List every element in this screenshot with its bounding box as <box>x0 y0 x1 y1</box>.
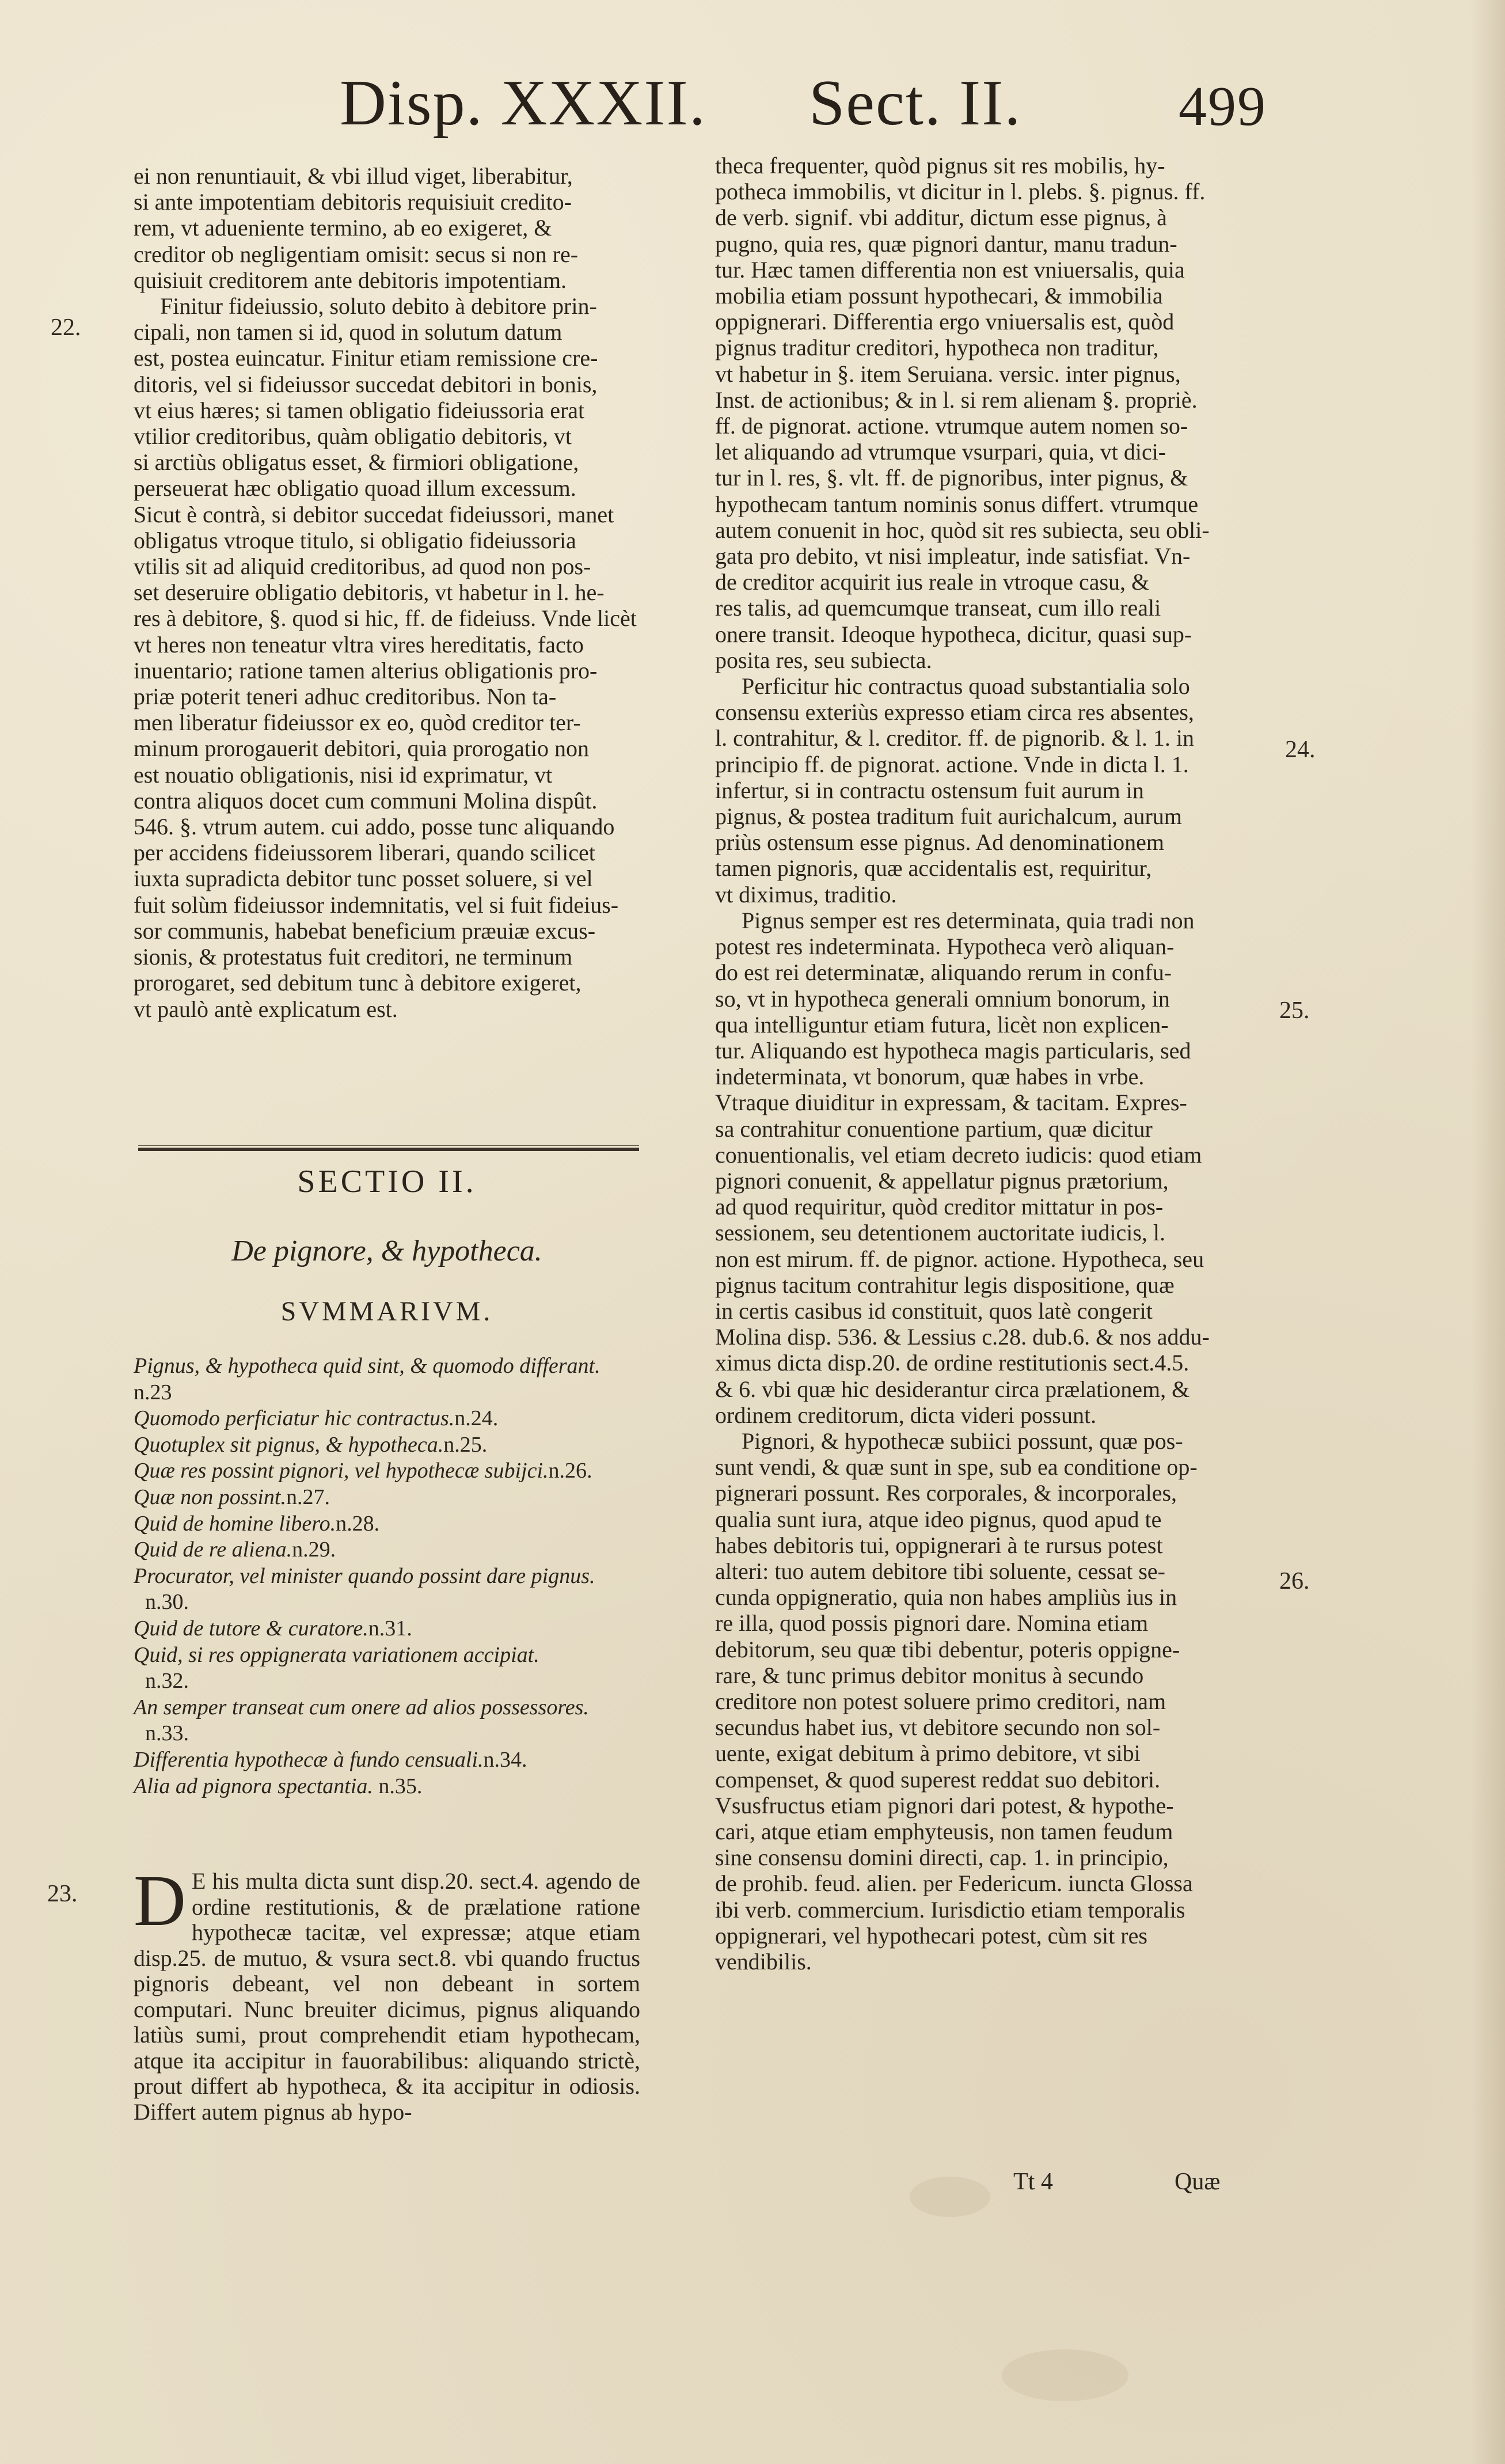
text-line: ibi verb. commercium. Iurisdictio etiam temporalis <box>715 1896 1185 1923</box>
text-line: iuxta supradicta debitor tunc posset soluere, si vel <box>134 865 593 892</box>
text-line: theca frequenter, quòd pignus sit res mobilis, hy- <box>715 153 1165 179</box>
text-line: Pignori, & hypothecæ subiici possunt, quæ pos- <box>742 1427 1183 1454</box>
text-line: de creditor acquirit ius reale in vtroque casu, & <box>715 569 1150 595</box>
summary-item: Quid de tutore & curatore.n.31. <box>134 1616 412 1641</box>
drop-cap: D <box>134 1861 186 1941</box>
text-line: Vtraque diuiditur in expressam, & tacitam. Expres- <box>715 1089 1187 1116</box>
text-line: inuentario; ratione tamen alterius obligationis pro- <box>134 657 598 684</box>
summary-item: n.32. <box>145 1669 189 1694</box>
text-line: ei non renuntiauit, & vbi illud viget, liberabitur, <box>134 163 573 189</box>
right-column <box>715 153 1239 1975</box>
text-line: ff. de pignorat. actione. vtrumque autem nomen so- <box>715 413 1188 439</box>
summary-item: n.33. <box>145 1721 189 1746</box>
text-line: Inst. de actionibus; & in l. si rem alienam §. propriè. <box>715 386 1198 413</box>
text-line: sessionem, seu detentionem auctoritate iudicis, l. <box>715 1220 1166 1246</box>
text-line: set deseruire obligatio debitoris, vt habetur in l. he- <box>134 579 605 606</box>
text-line: qualia sunt iura, atque ideo pignus, quod apud te <box>715 1506 1162 1532</box>
text-line: indeterminata, vt bonorum, quæ habes in vrbe. <box>715 1064 1145 1090</box>
text-line: l. contrahitur, & l. creditor. ff. de pignorib. & l. 1. in <box>715 725 1194 751</box>
text-line: Vsusfructus etiam pignori dari potest, & hypothe- <box>715 1792 1174 1818</box>
text-line: infertur, si in contractu ostensum fuit aurum in <box>715 777 1144 803</box>
paper-stain <box>1002 2349 1128 2401</box>
text-line: & 6. vbi quæ hic desiderantur circa prælationem, & <box>715 1376 1190 1402</box>
text-line: quisiuit creditorem ante debitoris impotentiam. <box>134 267 567 293</box>
text-line: Perficitur hic contractus quoad substantialia solo <box>742 673 1190 700</box>
text-line: tur. Aliquando est hypotheca magis particularis, sed <box>715 1037 1191 1064</box>
text-line: debitorum, seu quæ tibi debentur, poteris oppigne- <box>715 1636 1180 1662</box>
text-line: rare, & tunc primus debitor monitus à secundo <box>715 1662 1144 1688</box>
section-divider-rule <box>138 1148 639 1151</box>
summary-item: Quid de re aliena.n.29. <box>134 1537 336 1562</box>
margin-number: 26. <box>1279 1568 1310 1594</box>
text-line: let aliquando ad vtrumque vsurpari, quia, vt dici- <box>715 439 1166 465</box>
header-disputation: Disp. XXXII. <box>340 67 706 139</box>
text-line: conuentionalis, vel etiam decreto iudicis: quod etiam <box>715 1141 1202 1168</box>
paper-stain <box>910 2177 990 2217</box>
summary-item: Pignus, & hypotheca quid sint, & quomodo differant. <box>134 1354 601 1378</box>
text-line: uente, exigat debitum à primo debitore, vt sibi <box>715 1740 1141 1767</box>
text-line: vt diximus, traditio. <box>715 881 897 908</box>
text-line: est nouatio obligationis, nisi id exprimatur, vt <box>134 761 553 788</box>
summary-item: Procurator, vel minister quando possint dare pignus. <box>134 1563 595 1588</box>
text-line: perseuerat hæc obligatio quoad illum excessum. <box>134 475 576 502</box>
summary-item: Differentia hypothecæ à fundo censuali.n.34. <box>134 1747 527 1772</box>
summary-item: n.30. <box>145 1590 189 1615</box>
text-line: ordinem creditorum, dicta videri possunt. <box>715 1402 1097 1428</box>
text-line: Molina disp. 536. & Lessius c.28. dub.6. & nos addu- <box>715 1324 1210 1350</box>
text-line: si ante impotentiam debitoris requisiuit credito- <box>134 189 572 215</box>
text-line: qua intelliguntur etiam futura, licèt non explicen- <box>715 1011 1169 1038</box>
text-line: pignus traditur creditori, hypotheca non traditur, <box>715 335 1159 361</box>
summary-item: Quotuplex sit pignus, & hypotheca.n.25. <box>134 1432 488 1457</box>
text-line: creditor ob negligentiam omisit: secus si non re- <box>134 241 579 267</box>
paragraph-text: E his multa dicta sunt disp.20. sect.4. agendo de ordine restitutionis, & de prælatione ratione hypothecæ tacitæ, vel expressæ; atque etiam disp.25. de mutuo, & vsura sect.8. vbi quando fructus pignoris debeant, vel non debeant in sortem computari. Nunc breuiter dicimus, pignus aliquando latiùs sumi, prout comprehendit etiam hypothecam, atque ita accipitur in fauorabilibus: aliquando strictè, prout differt ab hypotheca, & ita accipitur in odiosis. Differt autem pignus ab hypo- <box>134 1868 640 2125</box>
text-line: consensu exteriùs expresso etiam circa res absentes, <box>715 699 1194 726</box>
text-line: sor communis, habebat beneficium præuiæ excus- <box>134 917 596 944</box>
text-line: de prohib. feud. alien. per Federicum. iuncta Glossa <box>715 1870 1193 1897</box>
text-line: compenset, & quod superest reddat suo debitori. <box>715 1766 1161 1793</box>
text-line: in certis casibus id constituit, quos latè congerit <box>715 1297 1153 1324</box>
summary-item: n.23 <box>134 1380 172 1404</box>
text-line: prorogaret, sed debitum tunc à debitore exigeret, <box>134 970 582 996</box>
text-line: oppignerari. Differentia ergo vniuersalis est, quòd <box>715 309 1175 335</box>
text-line: vt habetur in §. item Seruiana. versic. inter pignus, <box>715 360 1181 387</box>
summary-item: Quæ res possint pignori, vel hypothecæ subijci.n.26. <box>134 1459 592 1483</box>
text-line: re illa, quod possis pignori dare. Nomina etiam <box>715 1610 1149 1637</box>
text-line: vt eius hæres; si tamen obligatio fideiussoria erat <box>134 397 585 423</box>
summary-item: Quæ non possint.n.27. <box>134 1485 330 1509</box>
left-column <box>134 163 640 1022</box>
text-line: habes debitoris tui, oppignerari à te rursus potest <box>715 1532 1163 1558</box>
page-number: 499 <box>1179 75 1267 138</box>
text-line: oppignerari, vel hypothecari potest, cùm sit res <box>715 1922 1147 1949</box>
text-line: autem conuenit in hoc, quòd sit res subiecta, seu obli- <box>715 517 1210 543</box>
text-line: rem, vt adueniente termino, ab eo exigeret, & <box>134 215 552 241</box>
text-line: sine consensu domini directi, cap. 1. in principio, <box>715 1844 1169 1871</box>
summary-item: Quid de homine libero.n.28. <box>134 1511 380 1536</box>
text-line: vtilior creditoribus, quàm obligatio debitoris, vt <box>134 423 572 450</box>
summary-item: An semper transeat cum onere ad alios possessores. <box>134 1695 589 1719</box>
running-header <box>322 66 1313 153</box>
text-line: mobilia etiam possunt hypothecari, & immobilia <box>715 283 1163 309</box>
text-line: posita res, seu subiecta. <box>715 647 932 673</box>
header-section: Sect. II. <box>809 67 1022 139</box>
margin-number: 22. <box>51 314 81 341</box>
text-line: Finitur fideiussio, soluto debito à debitore prin- <box>160 293 597 320</box>
paragraph-23 <box>134 1861 640 2125</box>
summary-title: SVMMARIVM. <box>280 1296 493 1327</box>
text-line: ximus dicta disp.20. de ordine restitutionis sect.4.5. <box>715 1350 1189 1376</box>
text-line: pignus, & postea traditum fuit aurichalcum, aurum <box>715 803 1182 830</box>
page-edge-shadow <box>1470 0 1505 2464</box>
text-line: priæ poterit teneri adhuc creditoribus. Non ta- <box>134 684 557 710</box>
text-line: potest res indeterminata. Hypotheca verò aliquan- <box>715 933 1175 960</box>
text-line: sionis, & protestatus fuit creditori, ne terminum <box>134 944 573 970</box>
text-line: do est rei determinatæ, aliquando rerum in confu- <box>715 959 1172 986</box>
text-line: sunt vendi, & quæ sunt in spe, sub ea conditione op- <box>715 1454 1198 1480</box>
text-line: priùs ostensum esse pignus. Ad denominationem <box>715 829 1164 856</box>
summary-item: Quomodo perficiatur hic contractus.n.24. <box>134 1406 499 1431</box>
margin-number: 24. <box>1285 736 1316 763</box>
summary-list <box>134 1353 640 1799</box>
summary-item: Quid, si res oppignerata variationem accipiat. <box>134 1642 539 1667</box>
text-line: men liberatur fideiussor ex eo, quòd creditor ter- <box>134 709 581 736</box>
text-line: res talis, ad quemcumque transeat, cum illo reali <box>715 595 1161 621</box>
text-line: ad quod requiritur, quòd creditor mittatur in pos- <box>715 1194 1164 1220</box>
margin-number: 25. <box>1279 997 1310 1024</box>
text-line: cunda oppigneratio, quia non habes ampliùs ius in <box>715 1584 1177 1611</box>
text-line: sa contrahitur conuentione partium, quæ dicitur <box>715 1115 1153 1142</box>
text-line: cari, atque etiam emphyteusis, non tamen feudum <box>715 1818 1173 1844</box>
catchword: Quæ <box>1175 2169 1221 2195</box>
text-line: pignus tacitum contrahitur legis dispositione, quæ <box>715 1271 1175 1298</box>
text-line: vendibilis. <box>715 1949 812 1975</box>
section-title: SECTIO II. <box>297 1164 477 1199</box>
text-line: creditore non potest soluere primo creditori, nam <box>715 1688 1166 1714</box>
text-line: potheca immobilis, vt dicitur in l. plebs. §. pignus. ff. <box>715 179 1206 205</box>
text-line: pugno, quia res, quæ pignori dantur, manu tradun- <box>715 230 1177 257</box>
text-line: vt paulò antè explicatum est. <box>134 996 398 1022</box>
text-line: vt heres non teneatur vltra vires hereditatis, facto <box>134 631 584 658</box>
text-line: 546. §. vtrum autem. cui addo, posse tunc aliquando <box>134 814 615 840</box>
text-line: principio ff. de pignorat. actione. Vnde in dicta l. 1. <box>715 751 1189 777</box>
text-line: hypothecam tantum nominis sonus differt. vtrumque <box>715 491 1199 517</box>
text-line: est, postea euincatur. Finitur etiam remissione cre- <box>134 345 598 371</box>
text-line: ditoris, vel si fideiussor succedat debitori in bonis, <box>134 371 598 397</box>
text-line: Sicut è contrà, si debitor succedat fideiussori, manet <box>134 501 614 527</box>
text-line: onere transit. Ideoque hypotheca, dicitur, quasi sup- <box>715 621 1192 647</box>
text-line: per accidens fideiussorem liberari, quando scilicet <box>134 840 595 866</box>
text-line: de verb. signif. vbi additur, dictum esse pignus, à <box>715 204 1167 231</box>
text-line: fuit solùm fideiussor indemnitatis, vel si fuit fideius- <box>134 891 619 918</box>
text-line: tur in l. res, §. vlt. ff. de pignoribus, inter pignus, & <box>715 465 1188 491</box>
text-line: obligatus vtroque titulo, si obligatio fideiussoria <box>134 527 576 553</box>
text-line: secundus habet ius, vt debitore secundo non sol- <box>715 1714 1161 1741</box>
text-line: res à debitore, §. quod si hic, ff. de fideiuss. Vnde licèt <box>134 605 637 632</box>
text-line: alteri: tuo autem debitore tibi soluente, cessat se- <box>715 1558 1165 1584</box>
summary-item: Alia ad pignora spectantia. n.35. <box>134 1774 423 1798</box>
margin-number: 23. <box>47 1881 78 1907</box>
text-line: tur. Hæc tamen differentia non est vniuersalis, quia <box>715 256 1185 283</box>
text-line: non est mirum. ff. de pignor. actione. Hypotheca, seu <box>715 1246 1204 1272</box>
text-line: cipali, non tamen si id, quod in solutum datum <box>134 319 563 346</box>
signature-mark: Tt 4 <box>1013 2169 1053 2195</box>
text-line: contra aliquos docet cum communi Molina dispût. <box>134 787 598 814</box>
text-line: gata pro debito, vt nisi impleatur, inde satisfiat. Vn- <box>715 543 1191 570</box>
text-line: pignerari possunt. Res corporales, & incorporales, <box>715 1480 1177 1506</box>
text-line: tamen pignoris, quæ accidentalis est, requiritur, <box>715 855 1152 882</box>
text-line: pignori conuenit, & appellatur pignus prætorium, <box>715 1167 1169 1194</box>
text-line: Pignus semper est res determinata, quia tradi non <box>742 907 1195 933</box>
section-subtitle: De pignore, & hypotheca. <box>231 1235 542 1267</box>
text-line: so, vt in hypotheca generali omnium bonorum, in <box>715 985 1170 1012</box>
text-line: si arctiùs obligatus esset, & firmiori obligatione, <box>134 449 579 476</box>
text-line: vtilis sit ad aliquid creditoribus, ad quod non pos- <box>134 553 591 580</box>
text-line: minum prorogauerit debitori, quia prorogatio non <box>134 735 589 762</box>
